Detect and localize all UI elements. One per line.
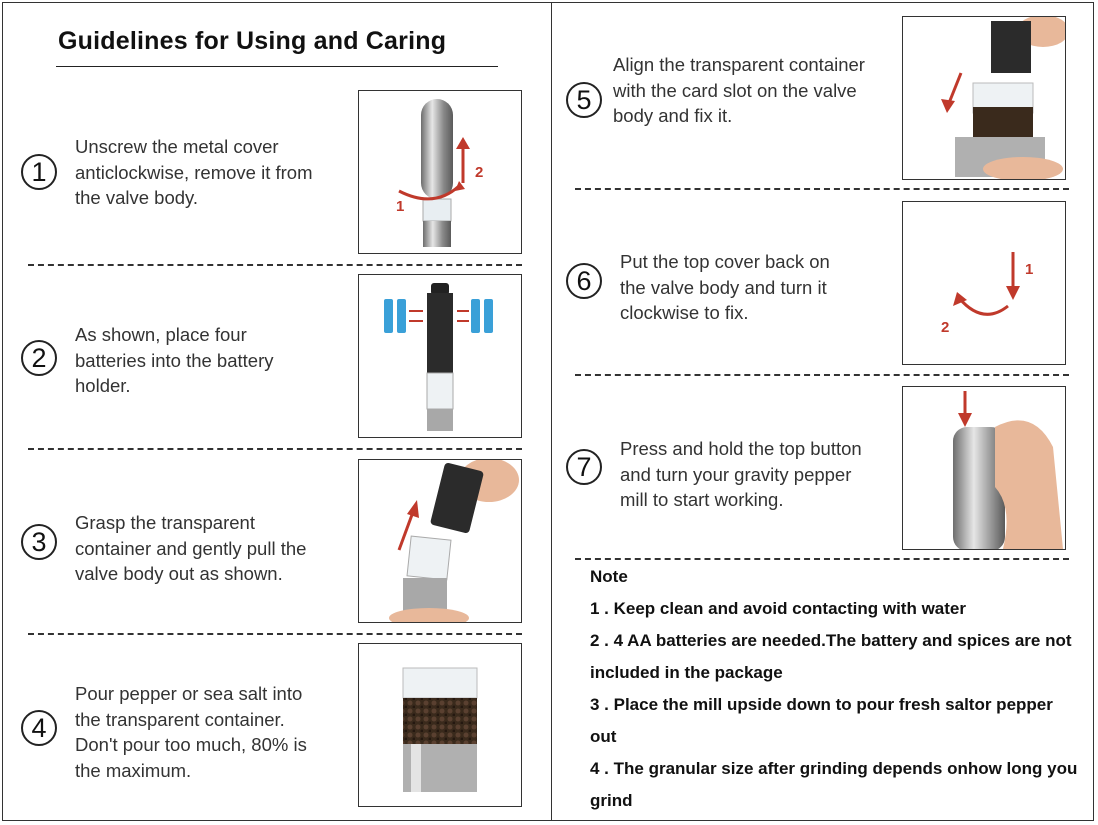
note-item-1: 1 . Keep clean and avoid contacting with water (590, 599, 966, 618)
step-6-arrow-label-1: 1 (1025, 261, 1034, 278)
step-2-image (358, 274, 522, 438)
note-item-2: 2 . 4 AA batteries are needed.The battery and spices are not included in the package (590, 631, 1072, 682)
step-2-number: 2 (21, 340, 57, 376)
step-7-text: Press and hold the top button and turn your gravity pepper mill to start working. (620, 438, 862, 510)
step-6-image (902, 201, 1066, 365)
step-6-arrow-label-2: 2 (941, 319, 950, 336)
dashed-separator (575, 558, 1069, 560)
step-1-arrow-label-2: 2 (475, 164, 484, 181)
column-divider (551, 2, 552, 821)
note-title: Note (590, 567, 628, 586)
dashed-separator (28, 264, 522, 266)
step-1-number: 1 (21, 154, 57, 190)
step-6-number: 6 (566, 263, 602, 299)
page-title: Guidelines for Using and Caring (58, 27, 447, 55)
dashed-separator (28, 633, 522, 635)
step-3-number: 3 (21, 524, 57, 560)
title-underline (56, 66, 498, 67)
step-7-number: 7 (566, 449, 602, 485)
step-5-image (902, 16, 1066, 180)
step-3-image (358, 459, 522, 623)
step-4-image (358, 643, 522, 807)
note-item-3: 3 . Place the mill upside down to pour fresh saltor pepper out (590, 695, 1053, 746)
step-5-number: 5 (566, 82, 602, 118)
note-item-4: 4 . The granular size after grinding depends onhow long you grind (590, 759, 1078, 810)
step-4-number: 4 (21, 710, 57, 746)
step-1-image (358, 90, 522, 254)
dashed-separator (575, 188, 1069, 190)
step-4-text: Pour pepper or sea salt into the transparent container. Don't pour too much, 80% is the maximum. (75, 683, 307, 781)
step-7-image (902, 386, 1066, 550)
step-1-text: Unscrew the metal cover anticlockwise, remove it from the valve body. (75, 136, 313, 208)
step-5-text: Align the transparent container with the card slot on the valve body and fix it. (613, 54, 865, 126)
dashed-separator (575, 374, 1069, 376)
step-2-text: As shown, place four batteries into the battery holder. (75, 324, 274, 396)
step-1-arrow-label-1: 1 (396, 198, 405, 215)
dashed-separator (28, 448, 522, 450)
mill-cover-shape (421, 99, 453, 199)
pepper-fill (403, 698, 477, 744)
step-3-text: Grasp the transparent container and gently pull the valve body out as shown. (75, 512, 307, 584)
step-6-text: Put the top cover back on the valve body and turn it clockwise to fix. (620, 251, 830, 323)
